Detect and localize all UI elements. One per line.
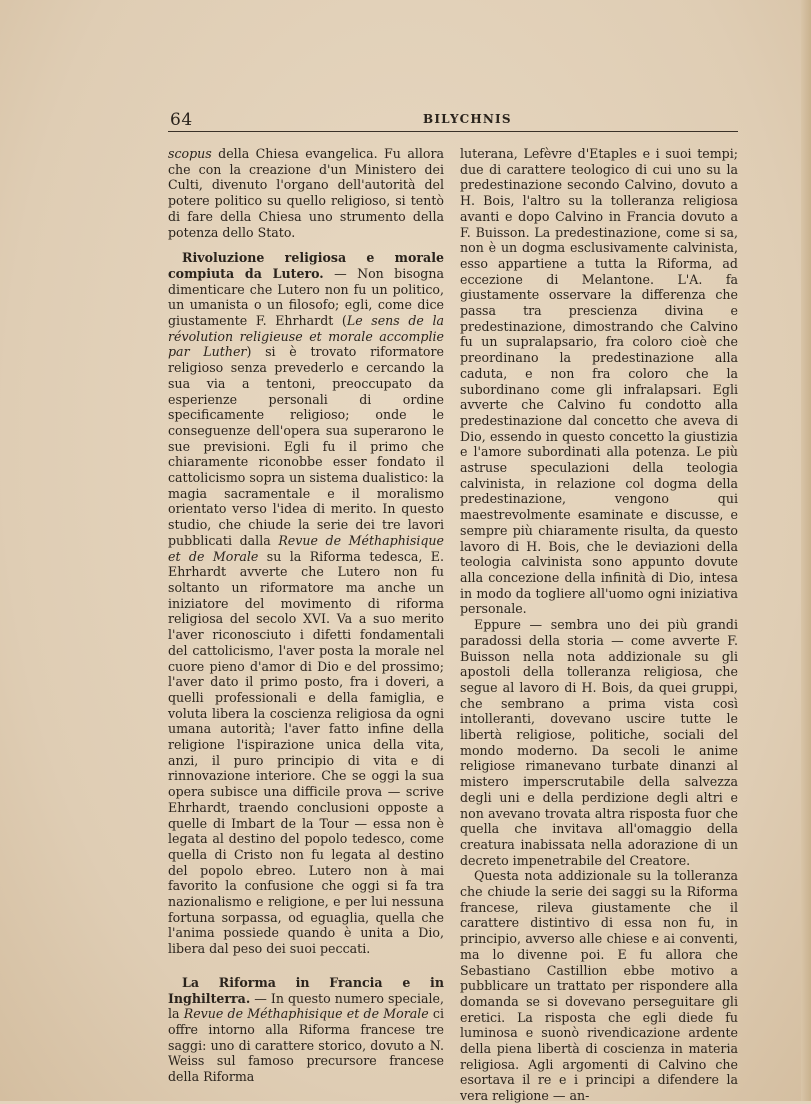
journal-title: Revue de Méthaphisique et de Morale <box>183 1006 429 1022</box>
paragraph: Questa nota addizionale su la tolleranza che chiude la serie dei saggi su la Riforma francese, rileva giustamente che il carattere distintivo di essa non fu, in principio, avverso alle chiese e ai conventi, ma lo divenne poi. E fu allora che Sebastiano Castillion ebbe motivo a pubblicare un trattato per rispondere alla domanda se si dovevano perseguitare gli eretici. La risposta che egli diede fu luminosa e suonò rivendicazione ardente della piena libertà di coscienza in materia religiosa. Agli argomenti di Calvino che esortava il re e i principi a difendere la vera religione — an- <box>460 868 738 1104</box>
page-number: 64 <box>170 110 193 130</box>
journal-title: Revue de Méthaphisique et de Morale <box>168 532 444 564</box>
paragraph: scopus della Chiesa evangelica. Fu allora che con la creazione d'un Ministero dei Culti, divenuto l'organo dell'autorità del potere politico su quello religioso, si tentò di fare della Chiesa uno strumento della potenza dello Stato. <box>168 146 444 240</box>
page-edge <box>801 0 811 1101</box>
section-title: Rivoluzione religiosa e morale compiuta da Lutero. <box>168 250 444 281</box>
italic-term: scopus <box>168 146 212 161</box>
right-column <box>460 146 738 1104</box>
paragraph: luterana, Lefèvre d'Etaples e i suoi tempi; due di carattere teologico di cui uno su la predestinazione secondo Calvino, dovuto a H. Bois, l'altro su la tolleranza religiosa avanti e dopo Calvino in Francia dovuto a F. Buisson. La predestinazione, come si sa, non è un dogma esclusivamente calvinista, esso appartiene a tutta la Riforma, ad eccezione di Melantone. L'A. fa giustamente osservare la differenza che passa tra prescienza divina e predestinazione, dimostrando che Calvino fu un supralapsario, fra coloro cioè che preordinano la predestinazione alla caduta, e non fra coloro che la subordinano come gli infralapsari. Egli avverte che Calvino fu condotto alla predestinazione dal concetto che aveva di Dio, essendo in questo concetto la giustizia e l'amore subordinati alla potenza. Le più astruse speculazioni della teologia calvinista, in relazione col dogma della predestinazione, vengono qui maestrevolmente esaminate e discusse, e sempre più chiaramente risulta, da questo lavoro di H. Bois, che le deviazioni della teologia calvinista sono appunto dovute alla concezione della infinità di Dio, intesa in modo da togliere all'uomo ogni iniziativa personale. <box>460 146 738 617</box>
page-header <box>168 106 738 132</box>
book-title: Le sens de la révolution religieuse et morale accomplie par Luther <box>168 313 444 360</box>
paragraph: Eppure — sembra uno dei più grandi paradossi della storia — come avverte F. Buisson nella nota addizionale su gli apostoli della tolleranza religiosa, che segue al lavoro di H. Bois, da quei gruppi, che sembrano a prima vista così intolleranti, dovevano uscire tutte le libertà religiose, politiche, sociali del mondo moderno. Da secoli le anime religiose rimanevano turbate dinanzi al mistero imperscrutabile della salvezza degli uni e della perdizione degli altri e non avevano trovata altra risposta fuor che quella che invitava all'omaggio della creatura inabissata nella adorazione di un decreto impenetrabile del Creatore. <box>460 617 738 868</box>
left-column <box>168 146 444 1085</box>
header-rule <box>168 131 738 132</box>
section-luther: Rivoluzione religiosa e morale compiuta da Lutero. — Non bisogna dimenticare che Lutero non fu un politico, un umanista o un filosofo; egli, come dice giustamente F. Ehrhardt (Le sens de la révolution religieuse et morale accomplie par Luther) si è trovato riformatore religioso senza prevederlo e cercando la sua via a tentoni, preoccupato da esperienze personali di ordine specificamente religioso; onde le conseguenze dell'opera sua superarono le sue previsioni. Egli fu il primo che chiaramente riconobbe esser fondato il cattolicismo sopra un sistema dualistico: la magia sacramentale e il moralismo orientato verso l'idea di merito. In questo studio, che chiude la serie dei tre lavori pubblicati dalla Revue de Méthaphisique et de Morale su la Riforma tedesca, E. Ehrhardt avverte che Lutero non fu soltanto un riformatore ma anche un iniziatore del movimento di riforma religiosa del secolo XVI. Va a suo merito l'aver riconosciuto i difetti fondamentali del cattolicismo, l'aver posta la morale nel cuore pieno d'amor di Dio e del prossimo; l'aver dato il primo posto, fra i doveri, a quelli professionali e della famiglia, e voluta libera la coscienza religiosa da ogni umana autorità; l'aver fatto infine della religione l'ispirazione unica della vita, anzi, il puro principio di vita e di rinnovazione interiore. Che se oggi la sua opera subisce una difficile prova — scrive Ehrhardt, traendo conclusioni opposte a quelle di Imbart de la Tour — essa non è legata al destino del popolo tedesco, come quella di Cristo non fu legata al destino del popolo ebreo. Lutero non à mai favorito la confusione che oggi si fa tra nazionalismo e religione, e per lui nessuna fortuna sorpassa, od eguaglia, quella che l'anima possiede quando è unita a Dio, libera dal peso dei suoi peccati. <box>168 250 444 957</box>
running-head: BILYCHNIS <box>423 112 512 126</box>
section-reform-france: La Riforma in Francia e in Inghilterra. — In questo numero speciale, la Revue de Méthaphisique et de Morale ci offre intorno alla Riforma francese tre saggi: uno di carattere storico, dovuto a N. Weiss sul famoso precursore francese della Riforma <box>168 974 444 1085</box>
section-title: La Riforma in Francia e in Inghilterra. <box>168 974 444 1006</box>
